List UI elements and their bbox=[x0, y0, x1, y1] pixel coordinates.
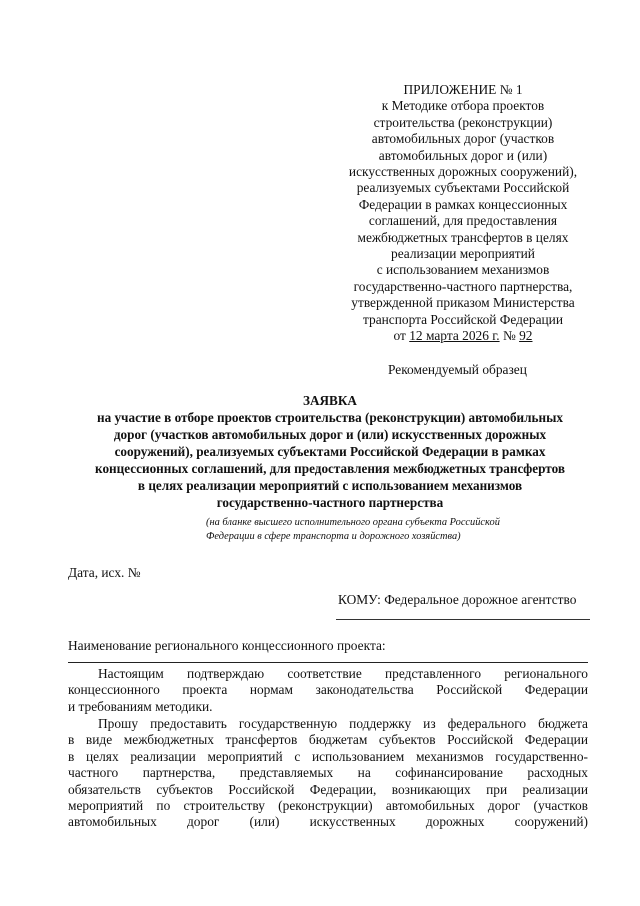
order-number: 92 bbox=[519, 328, 533, 344]
appendix-line: к Методике отбора проектов bbox=[381, 98, 545, 114]
appendix-line: автомобильных дорог и (или) bbox=[378, 147, 548, 163]
paragraph-line: частного партнерства, представляемых на софинансирование расходных bbox=[68, 765, 588, 781]
order-date-line bbox=[340, 328, 586, 344]
appendix-line: соглашений, для предоставления bbox=[368, 213, 558, 229]
appendix-line: с использованием механизмов bbox=[376, 262, 550, 278]
application-subtitle-line: дорог (участков автомобильных дорог и (или) искусственных дорожных bbox=[113, 427, 547, 442]
paragraph-line: концессионного проекта нормам законодательства Российской Федерации bbox=[68, 682, 588, 698]
request-paragraph bbox=[68, 716, 588, 831]
appendix-line: Федерации в рамках концессионных bbox=[358, 196, 568, 212]
application-subtitle-line: на участие в отборе проектов строительства (реконструкции) автомобильных bbox=[96, 410, 564, 425]
application-title-block bbox=[66, 392, 594, 511]
appendix-line: реализации мероприятий bbox=[391, 246, 535, 262]
appendix-line: межбюджетных трансфертов в целях bbox=[357, 229, 569, 245]
order-number-prefix: № bbox=[502, 328, 516, 344]
appendix-line: государственно-частного партнерства, bbox=[353, 278, 573, 294]
paragraph-line: Настоящим подтверждаю соответствие представленного регионального bbox=[98, 666, 588, 681]
region-project-label: Наименование регионального концессионного проекта: bbox=[68, 638, 386, 653]
order-from-prefix: от bbox=[393, 328, 406, 344]
paragraph-line: автомобильных дорог (или) искусственных дорожных сооружений) bbox=[68, 814, 588, 830]
paragraph-line: и требованиям методики. bbox=[68, 698, 213, 714]
addressee-label: КОМУ: Федеральное дорожное агентство bbox=[338, 592, 577, 607]
letterhead-note-line: (на бланке высшего исполнительного органа субъекта Российской bbox=[206, 517, 500, 528]
application-subtitle-line: сооружений), реализуемых субъектами Российской Федерации в рамках bbox=[114, 444, 546, 459]
appendix-line: искусственных дорожных сооружений), bbox=[348, 164, 578, 180]
paragraph-line: в целях реализации мероприятий с использованием механизмов государственно- bbox=[68, 748, 588, 764]
paragraph-line: мероприятий по строительству (реконструкции) автомобильных дорог (участков bbox=[68, 798, 588, 814]
appendix-line: утвержденной приказом Министерства bbox=[351, 295, 575, 311]
letterhead-note bbox=[206, 516, 592, 544]
paragraph-line: Прошу предоставить государственную поддержку из федерального бюджета bbox=[98, 716, 588, 731]
date-outgoing-number-label: Дата, исх. № bbox=[68, 565, 141, 580]
region-project-fill-line bbox=[68, 662, 588, 663]
order-date: 12 марта 2026 г. bbox=[409, 328, 500, 344]
appendix-line: транспорта Российской Федерации bbox=[362, 311, 564, 327]
paragraph-line: обязательств субъектов Российской Федерации, возникающих при реализации bbox=[68, 781, 588, 797]
confirmation-paragraph bbox=[68, 666, 588, 715]
sample-label: Рекомендуемый образец bbox=[388, 362, 527, 377]
appendix-line: строительства (реконструкции) bbox=[373, 114, 553, 130]
application-subtitle-line: концессионных соглашений, для предоставления межбюджетных трансфертов bbox=[95, 461, 565, 476]
paragraph-line: в виде межбюджетных трансфертов бюджетам субъектов Российской Федерации bbox=[68, 732, 588, 748]
appendix-line: автомобильных дорог (участков bbox=[371, 131, 555, 147]
application-subtitle-line: государственно-частного партнерства bbox=[216, 495, 444, 510]
appendix-title: ПРИЛОЖЕНИЕ № 1 bbox=[403, 82, 523, 97]
addressee-underline bbox=[336, 619, 590, 620]
letterhead-note-line: Федерации в сфере транспорта и дорожного хозяйства) bbox=[206, 531, 461, 542]
application-subtitle-line: в целях реализации мероприятий с использованием механизмов bbox=[137, 478, 523, 493]
appendix-line: реализуемых субъектами Российской bbox=[356, 180, 570, 196]
appendix-block bbox=[340, 82, 586, 345]
application-heading: ЗАЯВКА bbox=[303, 393, 357, 408]
